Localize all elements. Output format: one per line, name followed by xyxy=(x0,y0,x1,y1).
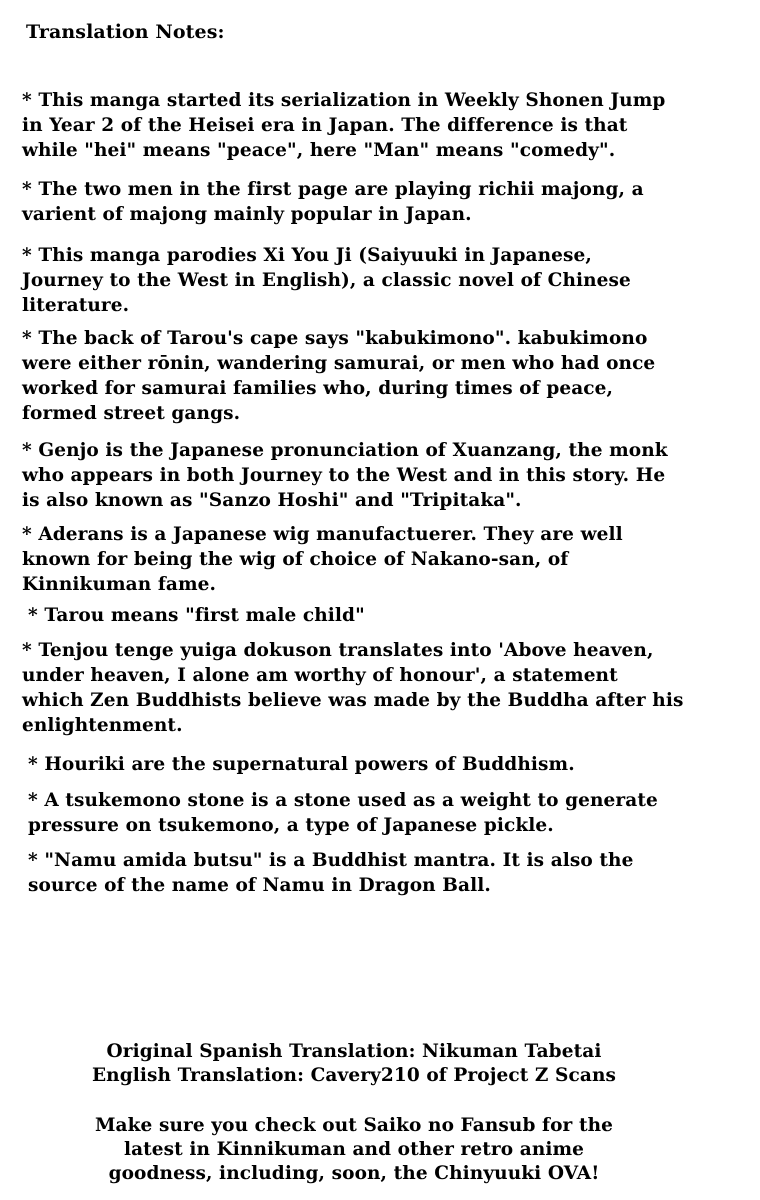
note-genjo xyxy=(22,438,668,513)
note-line: * A tsukemono stone is a stone used as a weight to generate xyxy=(28,790,658,811)
note-line: under heaven, I alone am worthy of honour', a statement xyxy=(22,665,618,686)
note-line: * Tarou means "first male child" xyxy=(28,605,365,626)
note-line: pressure on tsukemono, a type of Japanese pickle. xyxy=(28,815,554,836)
note-aderans xyxy=(22,522,623,597)
spanish-translation-credit: Original Spanish Translation: Nikuman Tabetai xyxy=(106,1041,602,1062)
note-line: varient of majong mainly popular in Japan. xyxy=(22,204,472,225)
note-line: * This manga started its serialization in Weekly Shonen Jump xyxy=(22,90,666,111)
promo-line: goodness, including, soon, the Chinyuuki OVA! xyxy=(108,1163,600,1184)
note-line: * The two men in the first page are playing richii majong, a xyxy=(22,179,644,200)
fansub-promo xyxy=(0,1114,708,1186)
note-line: which Zen Buddhists believe was made by the Buddha after his xyxy=(22,690,684,711)
note-line: worked for samurai families who, during times of peace, xyxy=(22,378,614,399)
note-majong xyxy=(22,177,644,227)
note-tsukemono xyxy=(28,788,658,838)
note-houriki xyxy=(28,752,575,777)
note-line: in Year 2 of the Heisei era in Japan. The difference is that xyxy=(22,115,628,136)
note-line: * Aderans is a Japanese wig manufactuerer. They are well xyxy=(22,524,623,545)
note-line: were either rōnin, wandering samurai, or men who had once xyxy=(22,353,656,374)
english-translation-credit: English Translation: Cavery210 of Project Z Scans xyxy=(91,1065,617,1086)
note-line: who appears in both Journey to the West and in this story. He xyxy=(22,465,666,486)
note-line: * Tenjou tenge yuiga dokuson translates into 'Above heaven, xyxy=(22,640,654,661)
note-line: * The back of Tarou's cape says "kabukimono". kabukimono xyxy=(22,328,648,349)
note-line: * Genjo is the Japanese pronunciation of Xuanzang, the monk xyxy=(22,440,668,461)
note-line: known for being the wig of choice of Nakano-san, of xyxy=(22,549,569,570)
note-line: enlightenment. xyxy=(22,715,183,736)
note-line: * "Namu amida butsu" is a Buddhist mantra. It is also the xyxy=(28,850,634,871)
promo-line: latest in Kinnikuman and other retro anime xyxy=(123,1139,585,1160)
note-line: while "hei" means "peace", here "Man" means "comedy". xyxy=(22,140,616,161)
note-tenjou-tenge xyxy=(22,638,683,738)
note-line: literature. xyxy=(22,295,130,316)
note-kabukimono xyxy=(22,326,655,426)
note-namu-amida-butsu xyxy=(28,848,633,898)
note-line: * This manga parodies Xi You Ji (Saiyuuki in Japanese, xyxy=(22,245,592,266)
note-line: source of the name of Namu in Dragon Ball. xyxy=(28,875,491,896)
note-line: Journey to the West in English), a classic novel of Chinese xyxy=(22,270,631,291)
note-tarou xyxy=(28,603,365,628)
promo-line: Make sure you check out Saiko no Fansub for the xyxy=(94,1115,614,1136)
translation-credits xyxy=(0,1040,708,1088)
note-line: Kinnikuman fame. xyxy=(22,574,217,595)
note-line: is also known as "Sanzo Hoshi" and "Tripitaka". xyxy=(22,490,522,511)
note-serialization xyxy=(22,88,665,163)
note-line: formed street gangs. xyxy=(22,403,241,424)
note-line: * Houriki are the supernatural powers of Buddhism. xyxy=(28,754,575,775)
page-title: Translation Notes: xyxy=(26,21,225,43)
note-xi-you-ji xyxy=(22,243,631,318)
